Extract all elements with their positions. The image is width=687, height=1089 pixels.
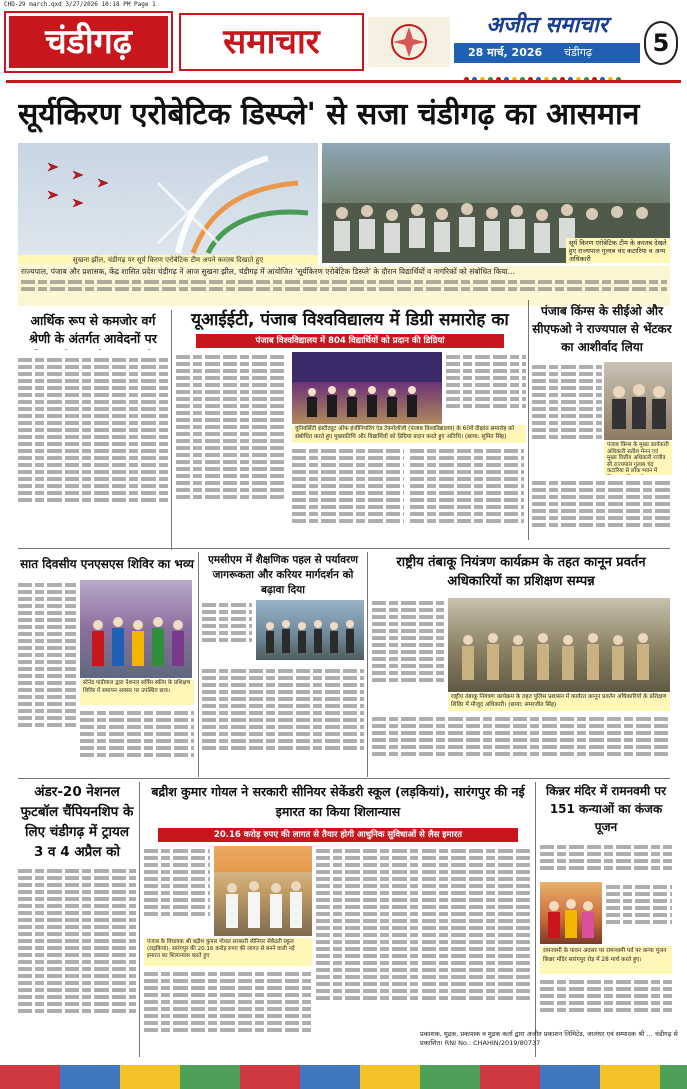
column-rule [367,552,368,777]
stage-graphic [292,352,442,424]
temple-photo-caption: रामनवमी के पावन अवसर पर रामनवमी पर्व पर कन्या पूजन किन्नर मंदिर सारंगपुर रोड़ में 28 मार्च करते हुए। [540,946,672,974]
bottom-ad-strip [0,1065,687,1089]
tobacco-training-photo [448,598,670,692]
kings-headline: पंजाब किंग्स के सीईओ और सीएफओ ने राज्यपाल से भेंटकर का आशीर्वाद लिया [532,304,672,354]
school-foundation-photo [214,846,312,936]
temple-body-2 [606,882,672,944]
masthead-ornament [368,17,450,67]
kings-photo-caption: पंजाब किंग्स के मुख्य कार्यकारी अधिकारी सतीश मेनन एवं मुख्य वित्तीय अधिकारी राजीव सी.राज्यपाल गुलाब चंद कटारिया से लोक भवन में [604,441,672,475]
nss-photo-caption: स्टेनेड पांडीयाल द्वारा नेशनल सर्विस स्कीम के प्रशिक्षण शिविर में समापन अवसर पर उपस्थित छात्र। [80,679,194,705]
economy-body [18,355,168,545]
kanjak-graphic [540,882,602,944]
ceremony-graphic [214,846,312,936]
temple-puja-photo [540,882,602,944]
uiet-banner: पंजाब विश्वविद्यालय में 804 विद्यार्थियों को प्रदान की डिग्रियां [196,334,504,348]
uiet-convocation-photo [292,352,442,424]
school-photo-caption: पंजाब के विधायक श्री बद्रीश कुमार गोयल सरकारी सीनियर सेकेंडरी स्कूल (लड़कियां), सारंगपुर की 20.16 करोड़ रुपए की लागत से बनने वाली नई इमारत का शिलान्यास करते हुए [144,938,312,966]
brand-name: अजीत समाचार [486,13,608,38]
masthead-rule [6,80,681,83]
jagruk-body [202,600,252,660]
color-registration-dots [464,67,634,73]
temple-body [540,842,672,880]
jagruk-body-2 [202,666,364,774]
uiet-body-3 [410,446,524,544]
temple-body-3 [540,977,672,1027]
tobacco-photo-caption: राष्ट्रीय तंबाकू नियंत्रण कार्यक्रम के तहत पुलिस प्रशासन में कार्यरत कानून प्रवर्तन अधिकारियों के प्रशिक्षण शिविर में मौजूद अधिकारी। (छाया: समरजीत सिंह) [448,693,670,711]
school-body [144,846,210,936]
column-rule [528,300,529,540]
masthead [6,11,681,79]
printer-imprint: प्रकाशक, मुद्रक, प्रकाशक व मुद्रक कर्ता द्वारा अजीत प्रकाशन लिमिटेड, जालंधर एवं सम्पादक श्री ... चंडीगढ़ से प्रकाशित। RNI No.: CHAHIN/2019/80737 [420,1030,678,1047]
kings-meeting-photo [604,362,672,440]
football-body [18,866,136,1056]
uiet-body-2 [292,446,404,544]
nss-body [18,580,76,770]
nss-headline: सात दिवसीय एनएसएस शिविर का भव्य [18,553,196,575]
jagruk-photo [256,600,364,660]
school-banner: 20.16 करोड़ रुपए की लागत से तैयार होगी आधुनिक सुविधाओं से लैस इमारत [158,828,518,842]
page-number: 5 [644,21,678,65]
masthead-section-title: समाचार [179,13,364,71]
tobacco-body [372,598,444,710]
uiet-photo-caption: यूनिवर्सिटी इंस्टीट्यूट ऑफ इंजीनियरिंग एंड टेक्नोलॉजी (पंजाब विश्वविद्यालय) के 60वें दीक्षांत समारोह को संबोधित करते हुए मुख्यातिथि और विद्यार्थियों को डिग्रियां प्रदान करते हुए अतिथि। (छाया: सुमित सिंह) [292,425,526,443]
classroom-graphic [256,600,364,660]
officials-graphic [448,598,670,692]
tobacco-headline: राष्ट्रीय तंबाकू नियंत्रण कार्यक्रम के तहत कानून प्रवर्तन अधिकारियों का प्रशिक्षण सम्पन्न [396,555,646,589]
tobacco-body-2 [372,714,670,774]
aircraft-formation-graphic [18,143,318,263]
uiet-body [176,352,286,542]
kings-body [532,362,602,462]
kings-body-2 [532,478,672,546]
students-graphic [80,580,192,678]
lead-story-intro: राज्यपाल, पंजाब और प्रशासक, केंद्र शासित प्रदेश चंडीगढ़ ने आज सुखना झील, चंडीगढ़ में आयोजित 'सूर्यकिरण एरोबेटिक डिस्प्ले' के दौरान विद्यार्थियों व नागरिकों को संबोधित किया... [21,267,515,276]
issue-date: 28 मार्च, 2026 [468,46,543,59]
meeting-graphic [604,362,672,440]
column-rule [139,782,140,1057]
spectators-photo-caption: सूर्य किरण एरोबेटिक टीम के करतब देखते हुए राज्यपाल गुलाब चंद कटारिया व अन्य अधिकारी [566,238,670,263]
print-slug: CHD-29 march.qxd 3/27/2026 10:18 PM Page 1 [4,1,156,8]
school-body-3 [316,846,418,1056]
lead-story-body [18,266,670,306]
uiet-headline: यूआईईटी, पंजाब विश्वविद्यालय में डिग्री समारोह का [191,310,509,330]
dateline-bar [454,43,640,63]
school-headline: बद्रीश कुमार गोयल ने सरकारी सीनियर सेकेंडरी स्कूल (लड़कियां), सारंगपुर की नई इमारत का किया शिलान्यास [151,784,525,819]
column-rule [198,552,199,777]
column-rule [171,310,172,550]
football-headline: अंडर-20 नेशनल फुटबॉल चैंपियनशिप के लिए चंडीगढ़ में ट्रायल 3 व 4 अप्रैल को [18,782,136,862]
airshow-photo-caption: सुखना झील, चंडीगढ़ पर सूर्य किरण एरोबेटिक टीम अपने करतब दिखाते हुए [18,255,318,265]
airshow-photo [18,143,318,263]
section-rule [18,548,670,549]
edition-city: चंडीगढ़ [564,46,593,59]
nss-camp-photo [80,580,192,678]
temple-headline: किन्नर मंदिर में रामनवमी पर 151 कन्याओं का कंजक पूजन [545,784,667,834]
masthead-brand-block [454,11,640,77]
section-rule [18,778,670,779]
school-body-2 [144,969,312,1057]
uiet-body-4 [446,352,526,422]
nss-body-2 [80,708,194,774]
lead-headline: सूर्यकिरण एरोबेटिक डिस्प्ले' से सजा चंडीगढ़ का आसमान [18,97,640,132]
economy-headline: आर्थिक रूप से कमजोर वर्ग श्रेणी के अंतर्गत आवेदनों पर [29,313,157,346]
masthead-city-title: चंडीगढ़ [6,13,171,71]
column-rule [535,782,536,1057]
school-body-4 [422,846,532,1056]
jagruk-headline: एमसीएम में शैक्षणिक पहल से पर्यावरण जागरूकता और करियर मार्गदर्शन को बढ़ावा दिया [208,554,358,596]
